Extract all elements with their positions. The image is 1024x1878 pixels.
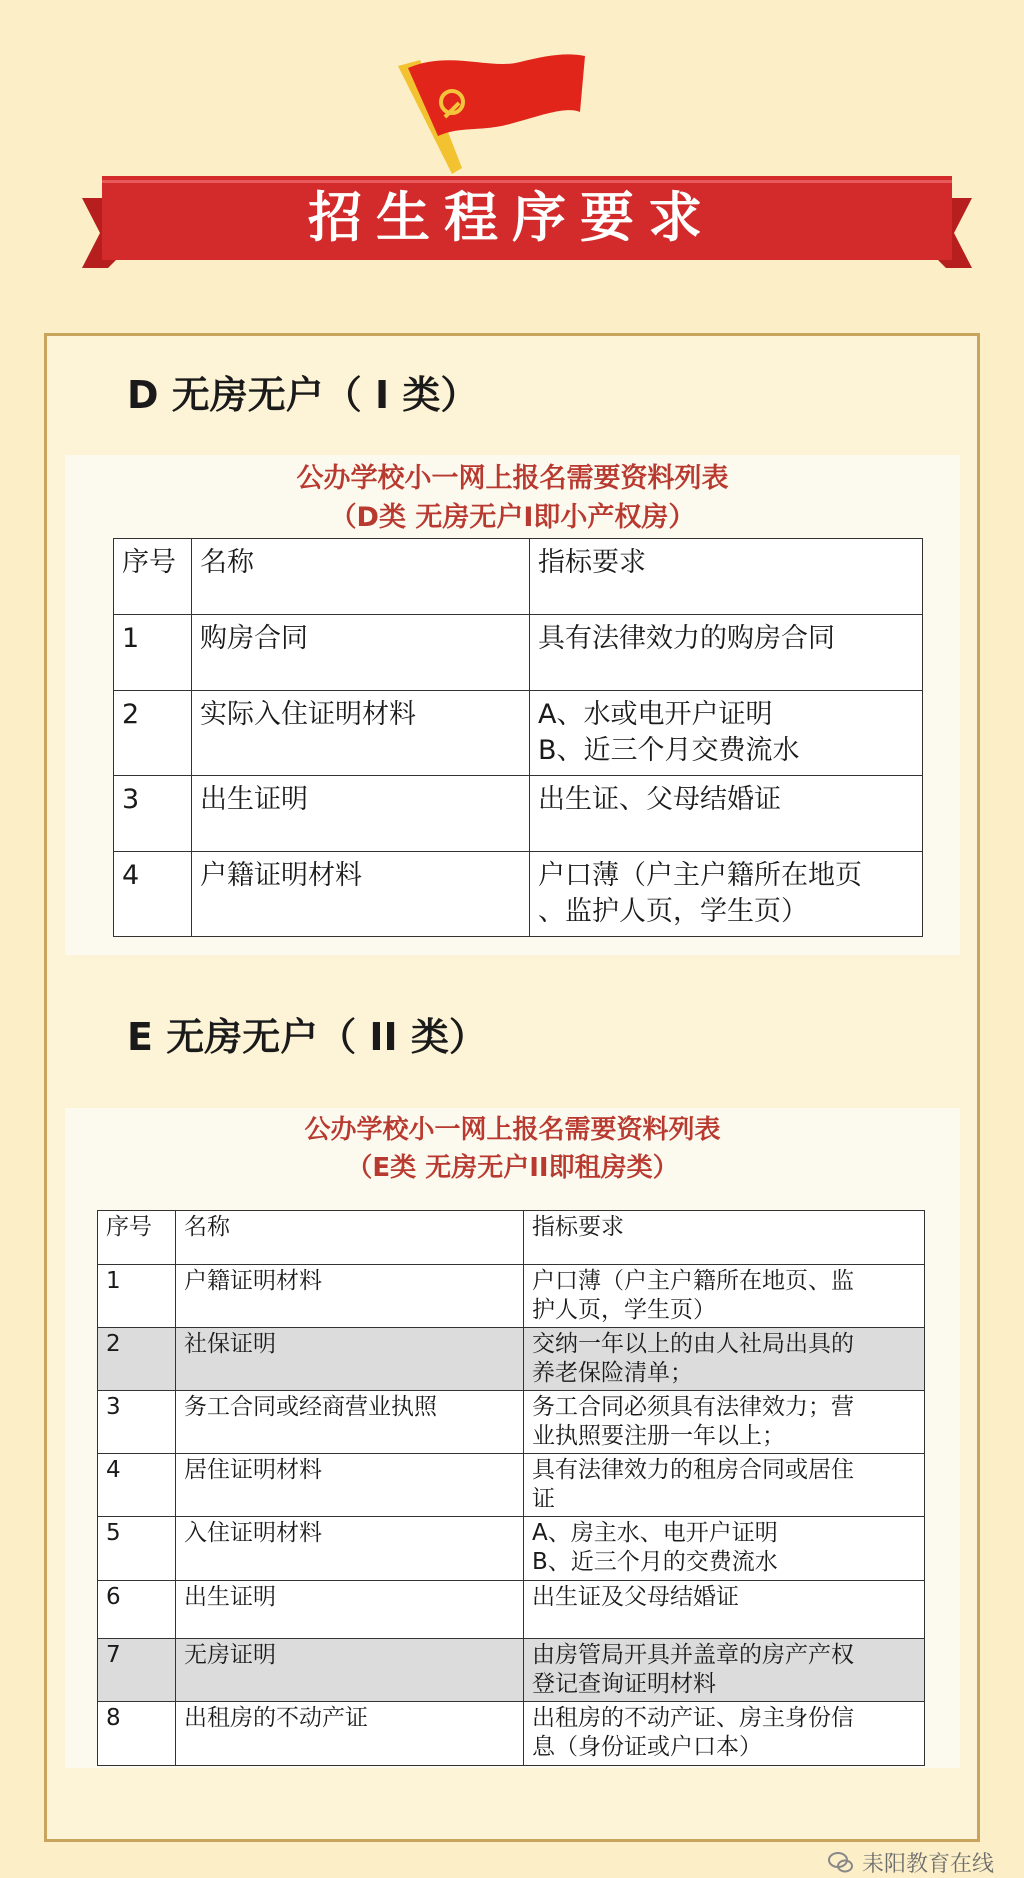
col-header-name: 名称: [176, 1211, 524, 1265]
table-row: [114, 691, 923, 776]
table-header-row: [98, 1211, 925, 1265]
table-title-line2: （D类 无房无户I即小产权房）: [329, 502, 696, 534]
row-req: 具有法律效力的购房合同: [530, 615, 923, 691]
row-req: 务工合同必须具有法律效力；营 业执照要注册一年以上；: [524, 1391, 925, 1454]
row-name: 无房证明: [176, 1639, 524, 1702]
table-title-line1: 公办学校小一网上报名需要资料列表: [296, 463, 729, 494]
table-row: [98, 1328, 925, 1391]
row-no: 6: [98, 1581, 176, 1639]
row-no: 3: [98, 1391, 176, 1454]
table-row: [98, 1265, 925, 1328]
section-heading-e: E 无房无户（ II 类）: [127, 1015, 487, 1059]
requirements-table-e: [97, 1210, 925, 1766]
party-flag-icon: [390, 50, 600, 180]
row-name: 实际入住证明材料: [192, 691, 530, 776]
page-title: 招生程序要求: [308, 186, 716, 249]
requirements-table-d: [113, 538, 923, 937]
table-row: [98, 1702, 925, 1766]
col-header-no: 序号: [114, 539, 192, 615]
row-name: 居住证明材料: [176, 1454, 524, 1517]
table-row: [98, 1581, 925, 1639]
row-name: 户籍证明材料: [192, 852, 530, 937]
row-req: 交纳一年以上的由人社局出具的 养老保险清单；: [524, 1328, 925, 1391]
row-no: 7: [98, 1639, 176, 1702]
table-row: [114, 615, 923, 691]
row-no: 8: [98, 1702, 176, 1766]
row-req: 户口薄（户主户籍所在地页 、监护人页，学生页）: [530, 852, 923, 937]
table-row: [114, 776, 923, 852]
section-heading-d: D 无房无户（ I 类）: [127, 373, 479, 417]
row-no: 3: [114, 776, 192, 852]
row-req: 户口薄（户主户籍所在地页、监 护人页，学生页）: [524, 1265, 925, 1328]
col-header-req: 指标要求: [524, 1211, 925, 1265]
row-name: 出租房的不动产证: [176, 1702, 524, 1766]
row-req: 出租房的不动产证、房主身份信 息（身份证或户口本）: [524, 1702, 925, 1766]
table-header-row: [114, 539, 923, 615]
col-header-req: 指标要求: [530, 539, 923, 615]
wechat-icon: [828, 1850, 854, 1876]
row-req: 出生证、父母结婚证: [530, 776, 923, 852]
row-req: A、房主水、电开户证明 B、近三个月的交费流水: [524, 1517, 925, 1581]
watermark-text: 耒阳教育在线: [861, 1852, 994, 1877]
row-no: 4: [98, 1454, 176, 1517]
row-name: 户籍证明材料: [176, 1265, 524, 1328]
row-req: A、水或电开户证明 B、近三个月交费流水: [530, 691, 923, 776]
table-row: [98, 1517, 925, 1581]
row-name: 购房合同: [192, 615, 530, 691]
row-name: 出生证明: [192, 776, 530, 852]
row-no: 5: [98, 1517, 176, 1581]
row-no: 2: [114, 691, 192, 776]
row-name: 出生证明: [176, 1581, 524, 1639]
col-header-no: 序号: [98, 1211, 176, 1265]
row-req: 由房管局开具并盖章的房产产权 登记查询证明材料: [524, 1639, 925, 1702]
row-no: 4: [114, 852, 192, 937]
table-row: [114, 852, 923, 937]
table-row: [98, 1639, 925, 1702]
table-title-line1: 公办学校小一网上报名需要资料列表: [304, 1115, 721, 1145]
row-name: 入住证明材料: [176, 1517, 524, 1581]
row-name: 社保证明: [176, 1328, 524, 1391]
row-name: 务工合同或经商营业执照: [176, 1391, 524, 1454]
table-row: [98, 1391, 925, 1454]
row-no: 1: [114, 615, 192, 691]
table-title-line2: （E类 无房无户II即租房类）: [346, 1152, 679, 1183]
row-req: 具有法律效力的租房合同或居住 证: [524, 1454, 925, 1517]
row-req: 出生证及父母结婚证: [524, 1581, 925, 1639]
col-header-name: 名称: [192, 539, 530, 615]
row-no: 2: [98, 1328, 176, 1391]
table-row: [98, 1454, 925, 1517]
row-no: 1: [98, 1265, 176, 1328]
watermark: [828, 1847, 994, 1878]
